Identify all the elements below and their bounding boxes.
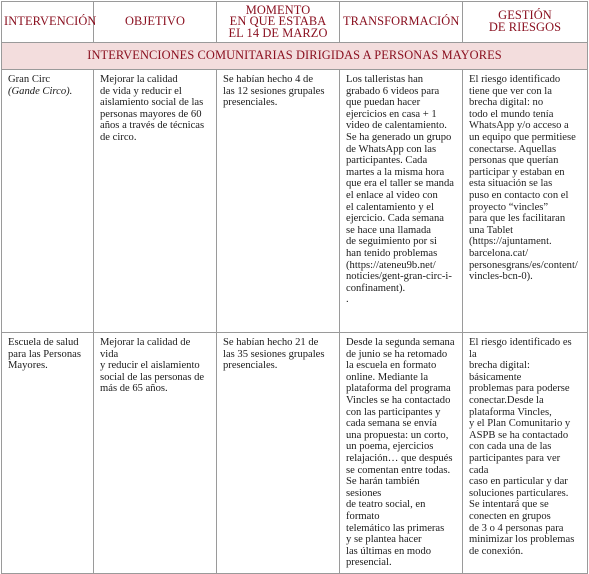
cell-transformacion: Desde la segunda semana de junio se ha retomado la escuela en formato online. Mediante la plataforma del programa Vincles se ha contactado con las participantes y cada semana se envía una propuesta: un corto, un poema, ejercicios relajación… que después se comentan entre todas. Se harán también sesiones de teatro social, en formato telemático las primeras y se plantea hacer las últimas en modo presencial. bbox=[340, 333, 463, 574]
cell-momento: Se habían hecho 21 de las 35 sesiones grupales presenciales. bbox=[217, 333, 340, 574]
intervencion-alias: (Gande Circo). bbox=[8, 85, 73, 97]
intervencion-name: Gran Circ bbox=[8, 74, 51, 85]
header-objetivo: OBJETIVO bbox=[94, 2, 217, 43]
interventions-table bbox=[1, 1, 588, 574]
cell-gestion: El riesgo identificado tiene que ver con la brecha digital: no todo el mundo tenía WhatsApp y/o acceso a un equipo que permitiese conectarse. Aquellas personas que querían participar y estaban en esta situación se las puso en contacto con el proyecto “vincles” para que les facilitaran una Tablet (https://ajuntament. barcelona.cat/ personesgrans/es/content/ vincles-bcn-0). bbox=[463, 70, 588, 333]
header-intervencion: INTERVENCIÓN bbox=[2, 2, 94, 43]
section-row bbox=[2, 43, 588, 70]
cell-objetivo: Mejorar la calidad de vida y reducir el aislamiento social de las personas mayores de 60 años a través de técnicas de circo. bbox=[94, 70, 217, 333]
cell-transformacion: Los talleristas han grabado 6 videos para que puedan hacer ejercicios en casa + 1 video de calentamiento. Se ha generado un grupo de WhatsApp con las participantes. Cada martes a la misma hora que era el taller se manda el enlace al video con el calentamiento y el ejercicio. Cada semana se hace una llamada de seguimiento por si han tenido problemas (https://ateneu9b.net/ noticies/gent-gran-circ-i- confinament). . bbox=[340, 70, 463, 333]
cell-gestion: El riesgo identificado es la brecha digital: básicamente problemas para poderse conectar.Desde la plataforma Vincles, y el Plan Comunitario y ASPB se ha contactado con cada una de las participantes para ver cada caso en particular y dar soluciones particulares. Se intentará que se conecten en grupos de 3 o 4 personas para minimizar los problemas de conexión. bbox=[463, 333, 588, 574]
table-row bbox=[2, 333, 588, 574]
header-transformacion: TRANSFORMACIÓN bbox=[340, 2, 463, 43]
cell-momento: Se habían hecho 4 de las 12 sesiones grupales presenciales. bbox=[217, 70, 340, 333]
cell-intervencion bbox=[2, 70, 94, 333]
header-gestion: GESTIÓN DE RIESGOS bbox=[463, 2, 588, 43]
cell-intervencion: Escuela de salud para las Personas Mayores. bbox=[2, 333, 94, 574]
table-row bbox=[2, 70, 588, 333]
header-row bbox=[2, 2, 588, 43]
header-momento: MOMENTO EN QUE ESTABA EL 14 DE MARZO bbox=[217, 2, 340, 43]
section-title: INTERVENCIONES COMUNITARIAS DIRIGIDAS A PERSONAS MAYORES bbox=[2, 43, 588, 70]
cell-objetivo: Mejorar la calidad de vida y reducir el aislamiento social de las personas de más de 65 años. bbox=[94, 333, 217, 574]
